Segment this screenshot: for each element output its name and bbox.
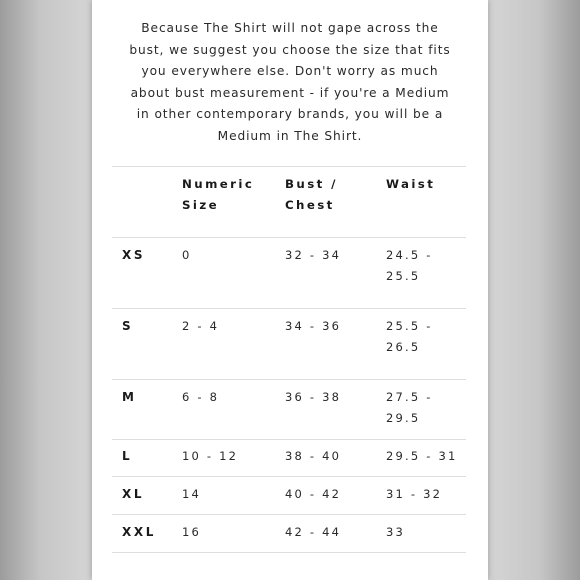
- table-row-bust: 40 - 42: [285, 487, 342, 501]
- table-divider: [112, 439, 466, 440]
- header-waist: Waist: [386, 177, 436, 191]
- intro-line: Medium in The Shirt.: [217, 128, 363, 143]
- table-row-size: XL: [122, 487, 145, 501]
- table-divider: [112, 476, 466, 477]
- table-divider: [112, 514, 466, 515]
- table-divider: [112, 237, 466, 238]
- table-row-size: S: [122, 319, 134, 333]
- table-row-bust: 34 - 36: [285, 319, 342, 333]
- table-row-waist: 25.5 - 26.5: [386, 319, 433, 354]
- intro-line: you everywhere else. Don't worry as much: [141, 64, 439, 79]
- table-divider: [112, 308, 466, 309]
- header-numeric-size: Numeric Size: [182, 177, 255, 212]
- table-row-bust: 32 - 34: [285, 248, 342, 262]
- table-row-numeric: 10 - 12: [182, 449, 239, 463]
- table-row-bust: 38 - 40: [285, 449, 342, 463]
- table-row-waist: 27.5 - 29.5: [386, 390, 433, 425]
- intro-line: Because The Shirt will not gape across the: [141, 21, 439, 35]
- intro-line: about bust measurement - if you're a Medium: [130, 85, 450, 100]
- intro-line: bust, we suggest you choose the size that fits: [129, 42, 451, 57]
- table-row-waist: 24.5 - 25.5: [386, 248, 433, 283]
- table-divider: [112, 552, 466, 553]
- table-row-numeric: 16: [182, 525, 202, 539]
- intro-line: in other contemporary brands, you will be a: [136, 107, 444, 122]
- table-row-waist: 33: [386, 525, 406, 539]
- table-row-bust: 36 - 38: [285, 390, 342, 404]
- header-bust-chest: Bust / Chest: [285, 177, 338, 212]
- table-row-numeric: 2 - 4: [182, 319, 220, 333]
- table-divider: [112, 166, 466, 167]
- table-row-numeric: 0: [182, 248, 192, 262]
- table-row-size: XS: [122, 248, 146, 262]
- table-divider: [112, 379, 466, 380]
- table-row-size: XXL: [122, 525, 156, 539]
- table-row-size: L: [122, 449, 133, 463]
- table-row-waist: 31 - 32: [386, 487, 443, 501]
- table-row-numeric: 6 - 8: [182, 390, 220, 404]
- table-row-numeric: 14: [182, 487, 202, 501]
- intro-paragraph: [92, 18, 488, 148]
- table-row-waist: 29.5 - 31: [386, 449, 458, 463]
- table-row-bust: 42 - 44: [285, 525, 342, 539]
- table-row-size: M: [122, 390, 137, 404]
- size-guide-card: [92, 0, 488, 580]
